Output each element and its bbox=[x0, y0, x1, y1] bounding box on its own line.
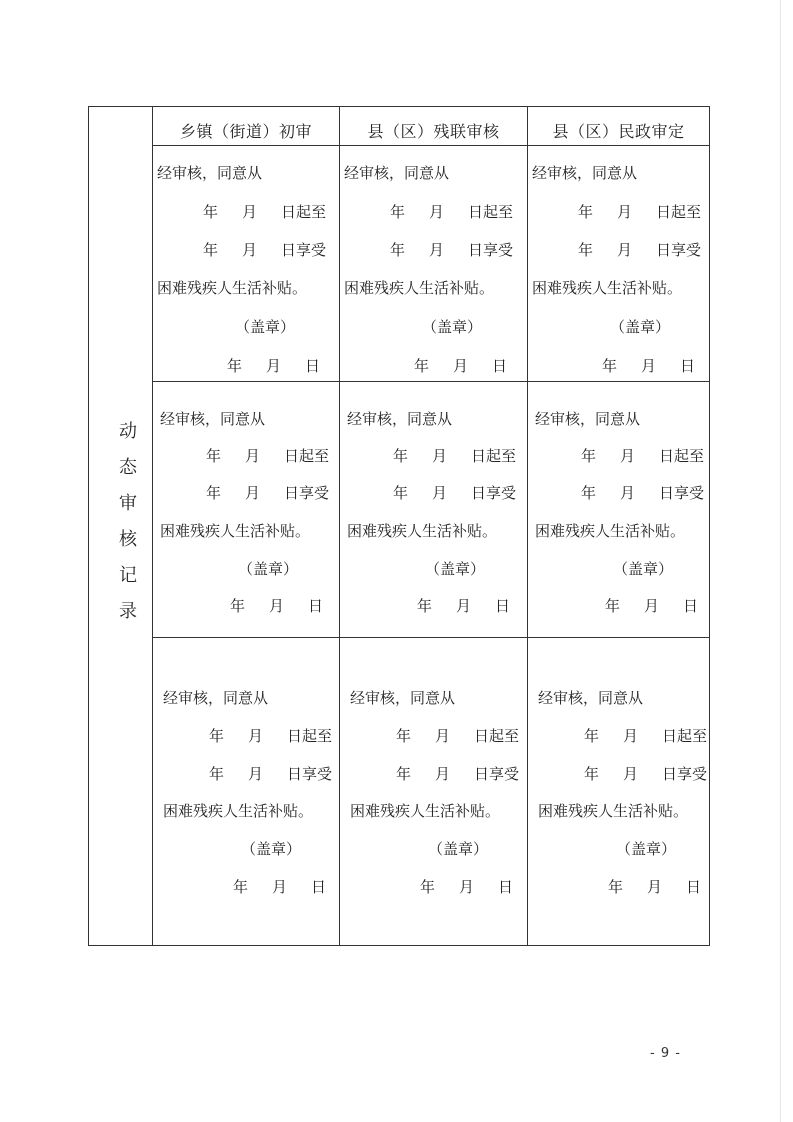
review-text-date-year: 年 bbox=[227, 357, 243, 375]
review-line bbox=[581, 482, 704, 503]
review-text-to-prefix: 年 bbox=[581, 484, 597, 502]
review-text-from-day: 日起至 bbox=[471, 447, 517, 465]
review-text-from-prefix: 年 bbox=[581, 447, 597, 465]
review-line bbox=[584, 763, 707, 784]
review-text-from-prefix: 年 bbox=[203, 203, 219, 221]
review-text-to-month: 月 bbox=[623, 765, 639, 783]
review-line bbox=[422, 316, 482, 337]
review-text-to-month: 月 bbox=[248, 765, 264, 783]
review-line bbox=[584, 725, 707, 746]
review-text-date-day: 日 bbox=[683, 597, 699, 615]
review-line bbox=[350, 687, 455, 708]
review-line bbox=[206, 445, 329, 466]
review-text-date-month: 月 bbox=[459, 878, 475, 896]
review-line bbox=[420, 876, 513, 897]
review-line bbox=[235, 316, 295, 337]
review-text-date-month: 月 bbox=[269, 597, 285, 615]
review-line bbox=[578, 239, 701, 260]
review-line bbox=[233, 876, 326, 897]
review-text-from-day: 日起至 bbox=[287, 727, 333, 745]
review-text-date-day: 日 bbox=[495, 597, 511, 615]
review-text-from-day: 日起至 bbox=[284, 447, 330, 465]
header-township-initial-review: 乡镇（街道）初审 bbox=[179, 121, 312, 141]
review-text-date-day: 日 bbox=[680, 357, 696, 375]
review-text-date-month: 月 bbox=[456, 597, 472, 615]
review-text-from-month: 月 bbox=[245, 447, 261, 465]
review-line bbox=[578, 201, 701, 222]
page-number: - 9 - bbox=[650, 1046, 681, 1061]
review-text-from-month: 月 bbox=[429, 203, 445, 221]
review-text-date-day: 日 bbox=[686, 878, 702, 896]
review-entry-cell bbox=[340, 638, 526, 896]
review-text-benefit: 困难残疾人生活补贴。 bbox=[163, 802, 314, 820]
review-text-benefit: 困难残疾人生活补贴。 bbox=[344, 279, 495, 297]
review-text-from-day: 日起至 bbox=[656, 203, 702, 221]
review-text-seal: （盖章） bbox=[235, 318, 296, 336]
page-edge-line bbox=[780, 0, 781, 1122]
review-text-from-month: 月 bbox=[248, 727, 264, 745]
review-entry-cell bbox=[153, 638, 339, 896]
review-entry-cell bbox=[528, 382, 714, 617]
review-text-date-day: 日 bbox=[492, 357, 508, 375]
review-text-seal: （盖章） bbox=[425, 560, 486, 578]
review-text-seal: （盖章） bbox=[610, 318, 671, 336]
review-line bbox=[428, 838, 488, 859]
review-line bbox=[532, 277, 682, 298]
review-text-to-day: 日享受 bbox=[471, 484, 517, 502]
review-line bbox=[610, 316, 670, 337]
review-text-date-year: 年 bbox=[414, 357, 430, 375]
review-text-intro: 经审核，同意从 bbox=[350, 689, 456, 707]
review-text-benefit: 困难残疾人生活补贴。 bbox=[350, 802, 501, 820]
review-line bbox=[608, 876, 701, 897]
review-text-seal: （盖章） bbox=[422, 318, 483, 336]
review-text-to-month: 月 bbox=[242, 241, 258, 259]
review-text-to-prefix: 年 bbox=[578, 241, 594, 259]
review-line bbox=[414, 355, 507, 376]
review-line bbox=[203, 201, 326, 222]
review-line bbox=[347, 408, 452, 429]
review-text-benefit: 困难残疾人生活补贴。 bbox=[535, 522, 686, 540]
review-text-to-prefix: 年 bbox=[206, 484, 222, 502]
review-line bbox=[396, 725, 519, 746]
review-text-intro: 经审核，同意从 bbox=[538, 689, 644, 707]
review-text-intro: 经审核，同意从 bbox=[532, 164, 638, 182]
header-county-civil-affairs-approval: 县（区）民政审定 bbox=[552, 121, 685, 141]
review-text-to-month: 月 bbox=[245, 484, 261, 502]
side-label-char: 核 bbox=[119, 529, 137, 550]
review-line bbox=[163, 687, 268, 708]
review-line bbox=[535, 520, 685, 541]
review-line bbox=[160, 408, 265, 429]
review-text-to-day: 日享受 bbox=[474, 765, 520, 783]
review-text-to-month: 月 bbox=[435, 765, 451, 783]
review-text-date-day: 日 bbox=[305, 357, 321, 375]
review-line bbox=[157, 277, 307, 298]
review-text-date-year: 年 bbox=[602, 357, 618, 375]
review-text-from-month: 月 bbox=[242, 203, 258, 221]
review-line bbox=[160, 520, 310, 541]
review-text-from-prefix: 年 bbox=[390, 203, 406, 221]
review-entry-cell bbox=[153, 146, 339, 381]
review-text-seal: （盖章） bbox=[616, 840, 677, 858]
review-text-date-day: 日 bbox=[311, 878, 327, 896]
review-line bbox=[238, 558, 298, 579]
review-line bbox=[538, 800, 688, 821]
header-county-disabled-federation-review: 县（区）残联审核 bbox=[367, 121, 500, 141]
review-text-intro: 经审核，同意从 bbox=[347, 410, 453, 428]
review-line bbox=[396, 763, 519, 784]
review-line bbox=[227, 355, 320, 376]
review-text-date-year: 年 bbox=[420, 878, 436, 896]
review-text-date-year: 年 bbox=[605, 597, 621, 615]
review-text-to-day: 日享受 bbox=[662, 765, 708, 783]
review-text-to-prefix: 年 bbox=[584, 765, 600, 783]
review-text-intro: 经审核，同意从 bbox=[344, 164, 450, 182]
review-text-seal: （盖章） bbox=[428, 840, 489, 858]
review-line bbox=[538, 687, 643, 708]
review-entry-cell bbox=[528, 146, 714, 381]
review-line bbox=[605, 595, 698, 616]
review-text-from-prefix: 年 bbox=[578, 203, 594, 221]
review-text-benefit: 困难残疾人生活补贴。 bbox=[157, 279, 308, 297]
review-line bbox=[347, 520, 497, 541]
side-label-char: 审 bbox=[119, 493, 137, 514]
review-text-to-day: 日享受 bbox=[281, 241, 327, 259]
review-line bbox=[393, 445, 516, 466]
review-line bbox=[203, 239, 326, 260]
review-line bbox=[241, 838, 301, 859]
review-text-from-month: 月 bbox=[620, 447, 636, 465]
review-text-date-month: 月 bbox=[647, 878, 663, 896]
review-text-to-prefix: 年 bbox=[390, 241, 406, 259]
side-label-char: 录 bbox=[119, 601, 137, 622]
review-line bbox=[344, 277, 494, 298]
review-text-date-day: 日 bbox=[308, 597, 324, 615]
review-line bbox=[616, 838, 676, 859]
review-line bbox=[390, 239, 513, 260]
review-text-from-month: 月 bbox=[432, 447, 448, 465]
review-text-seal: （盖章） bbox=[241, 840, 302, 858]
review-entry-cell bbox=[340, 382, 526, 617]
review-text-to-day: 日享受 bbox=[287, 765, 333, 783]
review-text-to-prefix: 年 bbox=[396, 765, 412, 783]
review-line bbox=[425, 558, 485, 579]
review-text-to-prefix: 年 bbox=[203, 241, 219, 259]
review-line bbox=[344, 162, 449, 183]
review-line bbox=[157, 162, 262, 183]
review-text-from-day: 日起至 bbox=[662, 727, 708, 745]
review-text-date-year: 年 bbox=[233, 878, 249, 896]
dynamic-review-record-label bbox=[103, 107, 153, 945]
review-text-date-month: 月 bbox=[266, 357, 282, 375]
review-entry-cell bbox=[153, 382, 339, 617]
review-line bbox=[581, 445, 704, 466]
review-text-from-day: 日起至 bbox=[474, 727, 520, 745]
review-text-date-day: 日 bbox=[498, 878, 514, 896]
review-line bbox=[417, 595, 510, 616]
review-line bbox=[390, 201, 513, 222]
review-text-date-month: 月 bbox=[644, 597, 660, 615]
review-text-date-year: 年 bbox=[230, 597, 246, 615]
review-text-intro: 经审核，同意从 bbox=[163, 689, 269, 707]
review-text-benefit: 困难残疾人生活补贴。 bbox=[347, 522, 498, 540]
review-text-to-prefix: 年 bbox=[209, 765, 225, 783]
review-line bbox=[350, 800, 500, 821]
review-line bbox=[602, 355, 695, 376]
review-text-to-day: 日享受 bbox=[468, 241, 514, 259]
review-text-from-day: 日起至 bbox=[281, 203, 327, 221]
side-label-char: 记 bbox=[119, 565, 137, 586]
review-text-from-prefix: 年 bbox=[584, 727, 600, 745]
review-text-to-day: 日享受 bbox=[659, 484, 705, 502]
review-text-date-month: 月 bbox=[272, 878, 288, 896]
review-text-from-day: 日起至 bbox=[659, 447, 705, 465]
review-line bbox=[613, 558, 673, 579]
review-text-seal: （盖章） bbox=[613, 560, 674, 578]
review-line bbox=[393, 482, 516, 503]
review-text-to-month: 月 bbox=[429, 241, 445, 259]
review-text-benefit: 困难残疾人生活补贴。 bbox=[160, 522, 311, 540]
review-text-from-month: 月 bbox=[623, 727, 639, 745]
review-text-from-prefix: 年 bbox=[396, 727, 412, 745]
side-label-char: 动 bbox=[119, 421, 137, 442]
review-line bbox=[535, 408, 640, 429]
review-text-to-day: 日享受 bbox=[656, 241, 702, 259]
review-text-intro: 经审核，同意从 bbox=[535, 410, 641, 428]
review-text-date-month: 月 bbox=[453, 357, 469, 375]
review-line bbox=[532, 162, 637, 183]
review-line bbox=[209, 725, 332, 746]
review-entry-cell bbox=[340, 146, 526, 381]
review-text-to-month: 月 bbox=[620, 484, 636, 502]
review-text-date-year: 年 bbox=[417, 597, 433, 615]
review-text-benefit: 困难残疾人生活补贴。 bbox=[532, 279, 683, 297]
review-entry-cell bbox=[528, 638, 714, 896]
review-text-to-prefix: 年 bbox=[393, 484, 409, 502]
review-text-to-month: 月 bbox=[432, 484, 448, 502]
review-record-table bbox=[88, 106, 710, 946]
review-text-intro: 经审核，同意从 bbox=[160, 410, 266, 428]
review-text-benefit: 困难残疾人生活补贴。 bbox=[538, 802, 689, 820]
review-text-from-month: 月 bbox=[617, 203, 633, 221]
review-line bbox=[206, 482, 329, 503]
review-text-date-year: 年 bbox=[608, 878, 624, 896]
review-text-seal: （盖章） bbox=[238, 560, 299, 578]
review-text-from-month: 月 bbox=[435, 727, 451, 745]
review-text-from-prefix: 年 bbox=[393, 447, 409, 465]
side-label-char: 态 bbox=[119, 457, 137, 478]
review-text-from-prefix: 年 bbox=[206, 447, 222, 465]
review-text-date-month: 月 bbox=[641, 357, 657, 375]
review-text-to-day: 日享受 bbox=[284, 484, 330, 502]
review-line bbox=[209, 763, 332, 784]
review-line bbox=[230, 595, 323, 616]
review-text-from-day: 日起至 bbox=[468, 203, 514, 221]
review-text-from-prefix: 年 bbox=[209, 727, 225, 745]
review-text-to-month: 月 bbox=[617, 241, 633, 259]
review-text-intro: 经审核，同意从 bbox=[157, 164, 263, 182]
review-line bbox=[163, 800, 313, 821]
